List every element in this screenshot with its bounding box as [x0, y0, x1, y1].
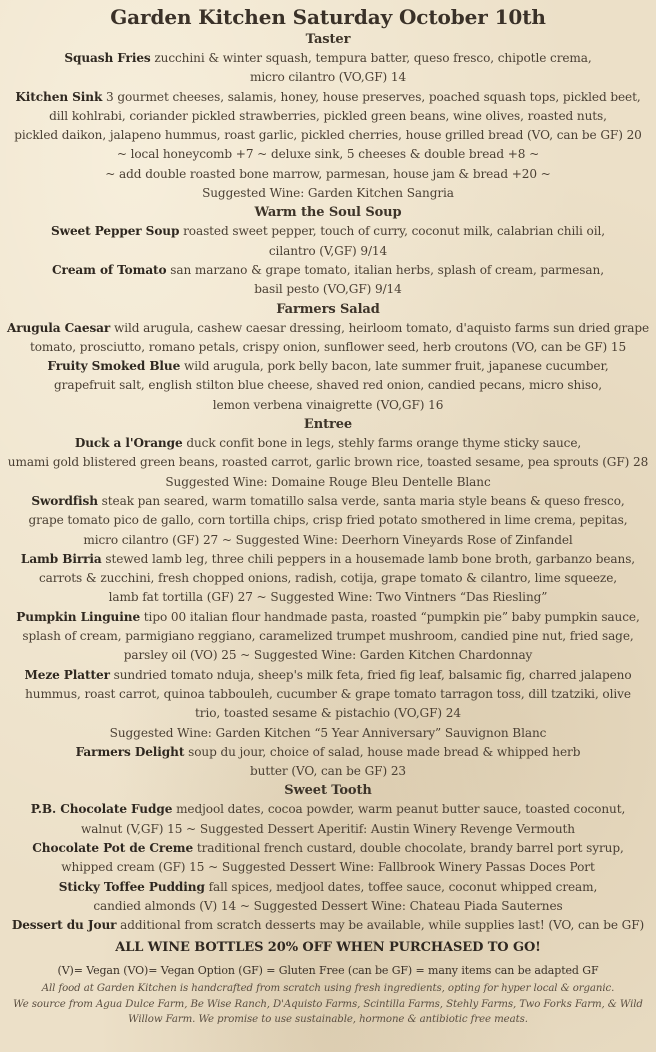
item-description: tipo 00 italian flour handmade pasta, roasted “pumpkin pie” baby pumpkin sauce, [143, 609, 640, 624]
menu-item-farmers-delight [4, 743, 652, 782]
item-description: medjool dates, cocoa powder, warm peanut butter sauce, toasted coconut, [176, 802, 626, 817]
item-description: roasted sweet pepper, touch of curry, coconut milk, calabrian chili oil, [183, 224, 605, 239]
item-name: Dessert du Jour [11, 918, 117, 933]
item-description: soup du jour, choice of salad, house made bread & whipped herb [188, 744, 581, 759]
item-description: grapefruit salt, english stilton blue cheese, shaved red onion, candied pecans, micro shiso, [54, 378, 602, 393]
item-name: P.B. Chocolate Fudge [30, 802, 173, 817]
item-description: steak pan seared, warm tomatillo salsa verde, santa maria style beans & queso fresco, [101, 493, 625, 508]
item-description: tomato, prosciutto, romano petals, crispy onion, sunflower seed, herb croutons (VO, can be GF) 15 [29, 339, 627, 354]
section-heading-soup: Warm the Soul Soup [254, 205, 402, 221]
item-description: fall spices, medjool dates, toffee sauce, coconut whipped cream, [208, 879, 598, 894]
item-description: whipped cream (GF) 15 ~ Suggested Dessert Wine: Fallbrook Winery Passas Doces Port [61, 860, 595, 875]
item-description: san marzano & grape tomato, italian herbs, splash of cream, parmesan, [170, 262, 604, 277]
sourcing-note-line: All food at Garden Kitchen is handcrafted from scratch using fresh ingredients, opting for hyper local & organic. [41, 983, 615, 995]
menu-item-lamb-birria [4, 550, 652, 608]
item-description: lamb fat tortilla (GF) 27 ~ Suggested Wine: Two Vintners “Das Riesling” [108, 590, 548, 605]
item-name: Duck a l'Orange [74, 436, 183, 451]
menu-item-pb-chocolate-fudge [4, 800, 652, 839]
menu-item-cream-of-tomato [4, 261, 652, 300]
item-description: parsley oil (VO) 25 ~ Suggested Wine: Garden Kitchen Chardonnay [123, 648, 533, 663]
item-description: sundried tomato nduja, sheep's milk feta, fried fig leaf, balsamic fig, charred jalapeno [113, 667, 632, 682]
sourcing-note [4, 981, 652, 1028]
item-description: additional from scratch desserts may be available, while supplies last! (VO, can be GF) [120, 918, 645, 933]
item-description: dill kohlrabi, coriander pickled strawberries, pickled green beans, wine olives, roasted nuts, [49, 108, 607, 123]
menu-item-kitchen-sink [4, 88, 652, 204]
menu-item-meze-platter [4, 666, 652, 743]
item-description: candied almonds (V) 14 ~ Suggested Dessert Wine: Chateau Piada Sauternes [93, 898, 563, 913]
dietary-legend: (V)= Vegan (VO)= Vegan Option (GF) = Gluten Free (can be GF) = many items can be adapted GF [57, 964, 599, 978]
item-description: duck confit bone in legs, stehly farms orange thyme sticky sauce, [186, 436, 582, 451]
item-name: Farmers Delight [75, 744, 185, 759]
section-heading-entree: Entree [303, 417, 353, 433]
wine-suggestion: Suggested Wine: Domaine Rouge Bleu Dentelle Blanc [165, 474, 491, 489]
item-description: carrots & zucchini, fresh chopped onions, radish, cotija, grape tomato & cilantro, lime squeeze, [38, 571, 618, 586]
item-name: Meze Platter [24, 667, 110, 682]
item-description: 3 gourmet cheeses, salamis, honey, house preserves, poached squash tops, pickled beet, [106, 89, 641, 104]
item-description: traditional french custard, double chocolate, brandy barrel port syrup, [196, 840, 624, 855]
menu-item-fruity-smoked-blue [4, 357, 652, 415]
wine-suggestion: Suggested Wine: Garden Kitchen “5 Year Anniversary” Sauvignon Blanc [109, 725, 547, 740]
menu-item-dessert-du-jour [4, 916, 652, 935]
item-name: Lamb Birria [20, 551, 102, 566]
wine-suggestion: Suggested Wine: Garden Kitchen Sangria [202, 186, 454, 201]
menu-item-arugula-caesar [4, 319, 652, 358]
item-description: wild arugula, pork belly bacon, late summer fruit, japanese cucumber, [183, 359, 609, 374]
item-name: Arugula Caesar [6, 320, 111, 335]
item-description: splash of cream, parmigiano reggiano, caramelized trumpet mushroom, candied pine nut, fried sage, [22, 629, 634, 644]
item-description: hummus, roast carrot, quinoa tabbouleh, cucumber & grape tomato tarragon toss, dill tzatziki, olive [25, 686, 631, 701]
item-addons: ~ add double roasted bone marrow, parmesan, house jam & bread +20 ~ [105, 166, 551, 181]
section-heading-sweet-tooth: Sweet Tooth [284, 783, 372, 799]
item-description: umami gold blistered green beans, roasted carrot, garlic brown rice, toasted sesame, pea sprouts (GF) 28 [7, 455, 649, 470]
item-name: Cream of Tomato [52, 262, 167, 277]
item-description: walnut (V,GF) 15 ~ Suggested Dessert Aperitif: Austin Winery Revenge Vermouth [81, 821, 575, 836]
item-description: pickled daikon, jalapeno hummus, roast garlic, pickled cherries, house grilled bread (VO, can be GF) 20 [14, 128, 642, 143]
sourcing-note-line: Willow Farm. We promise to use sustainable, hormone & antibiotic free meats. [128, 1014, 528, 1026]
menu-title: Garden Kitchen Saturday October 10th [110, 5, 546, 29]
item-description: zucchini & winter squash, tempura batter, queso fresco, chipotle crema, [154, 51, 592, 65]
item-name: Sweet Pepper Soup [51, 224, 180, 239]
section-heading-salad: Farmers Salad [276, 301, 380, 317]
item-name: Squash Fries [64, 51, 151, 65]
item-description: grape tomato pico de gallo, corn tortilla chips, crisp fried potato smothered in lime crema, pepitas, [28, 513, 628, 528]
item-description: trio, toasted sesame & pistachio (VO,GF) 24 [195, 706, 461, 721]
item-description: cilantro (V,GF) 9/14 [268, 243, 388, 258]
item-name: Pumpkin Linguine [16, 609, 141, 624]
item-description: stewed lamb leg, three chili peppers in a housemade lamb bone broth, garbanzo beans, [105, 551, 636, 566]
item-description: micro cilantro (GF) 27 ~ Suggested Wine: Deerhorn Vineyards Rose of Zinfandel [83, 532, 573, 547]
item-description: basil pesto (VO,GF) 9/14 [254, 282, 402, 297]
item-name: Kitchen Sink [15, 89, 103, 104]
menu-item-pumpkin-linguine [4, 608, 652, 666]
item-name: Chocolate Pot de Creme [32, 840, 194, 855]
sourcing-note-line: We source from Agua Dulce Farm, Be Wise Ranch, D'Aquisto Farms, Scintilla Farms, Stehly Farms, Two Forks Farm, & Wild [13, 998, 643, 1010]
menu-item-chocolate-pot-de-creme [4, 839, 652, 878]
item-name: Swordfish [31, 493, 98, 508]
item-description: micro cilantro (VO,GF) 14 [249, 70, 407, 85]
menu-item-squash-fries [4, 49, 652, 88]
item-description: lemon verbena vinaigrette (VO,GF) 16 [212, 397, 444, 412]
menu-item-duck-a-lorange [4, 434, 652, 492]
item-description: wild arugula, cashew caesar dressing, heirloom tomato, d'aquisto farms sun dried grape [113, 320, 650, 335]
item-addons: ~ local honeycomb +7 ~ deluxe sink, 5 cheeses & double bread +8 ~ [116, 147, 540, 162]
item-name: Fruity Smoked Blue [47, 359, 181, 374]
section-heading-taster: Taster [305, 32, 351, 47]
menu-item-sweet-pepper-soup [4, 222, 652, 261]
menu-item-swordfish [4, 492, 652, 550]
wine-promo-banner: ALL WINE BOTTLES 20% OFF WHEN PURCHASED TO GO! [115, 940, 541, 956]
menu-item-sticky-toffee-pudding [4, 878, 652, 917]
item-description: butter (VO, can be GF) 23 [249, 764, 407, 779]
item-name: Sticky Toffee Pudding [58, 879, 205, 894]
